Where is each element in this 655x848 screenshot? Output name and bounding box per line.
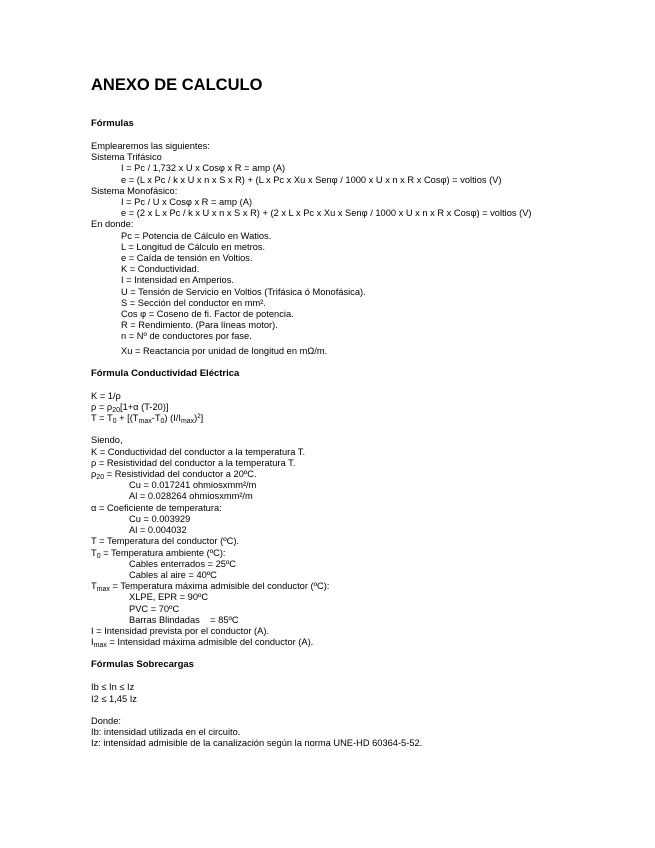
definition-item: I = Intensidad en Amperios. [121,275,234,286]
definition-item: R = Rendimiento. (Para líneas motor). [121,320,278,331]
definition-tmax: $T_{max}$ = Temperatura máxima admisible del conductor (ºC): [91,581,330,594]
value-enterrados: Cables enterrados = 25ºC [129,558,237,569]
donde-label-sobrecargas: Donde: [91,715,121,726]
tri-formula-drop: e = (L x Pc / k x U x n x S x R) + (L x Pc x Xu x Senφ / 1000 x U x n x R x Cosφ) = voltios (V) [121,174,502,185]
value-al-rho20: Al = 0.028264 ohmiosxmm²/m [129,491,253,502]
formula-k: K = 1/ρ [91,390,121,401]
section-heading-conductividad: Fórmula Conductividad Eléctrica [91,367,240,379]
formula-sobrecarga-1: Ib ≤ In ≤ Iz [91,682,135,693]
value-cu-rho20: Cu = 0.017241 ohmiosxmm²/m [129,480,257,491]
value-xlpe: XLPE, EPR = 90ºC [129,592,209,603]
definition-item: K = Conductividad. [121,264,200,275]
definition-t0: $T_0$ = Temperatura ambiente (ºC): [91,547,226,560]
donde-label: En donde: [91,219,134,230]
value-barras: Barras Blindadas = 85ºC [129,614,239,625]
section-heading-sobrecargas: Fórmulas Sobrecargas [91,659,194,671]
definition-item: Xu = Reactancia por unidad de longitud en mΩ/m. [121,345,328,356]
document-page [91,76,631,749]
mono-formula-drop: e = (2 x L x Pc / k x U x n x S x R) + (2 x L x Pc x Xu x Senφ / 1000 x U x n x R x Cosφ) = voltios (V) [121,208,532,219]
siendo-label: Siendo, [91,435,123,446]
value-pvc: PVC = 70ºC [129,603,180,614]
tri-label: Sistema Trifásico [91,152,162,163]
value-cu-alpha: Cu = 0.003929 [129,513,191,524]
definition-rho: ρ = Resistividad del conductor a la temperatura T. [91,457,296,468]
mono-label: Sistema Monofásico: [91,185,178,196]
definition-rho20: $\rho_{20}$ = Resistividad del conductor a 20ºC. [91,469,257,482]
formula-sobrecarga-2: I2 ≤ 1,45 Iz [91,693,137,704]
definition-item: n = Nº de conductores por fase. [121,331,252,342]
definition-ib: Ib: intensidad utilizada en el circuito. [91,726,241,737]
definition-item: L = Longitud de Cálculo en metros. [121,241,266,252]
mono-formula-current: I = Pc / U x Cosφ x R = amp (A) [121,197,253,208]
definition-t: T = Temperatura del conductor (ºC). [91,536,239,547]
definition-item: Cos φ = Coseno de fi. Factor de potencia. [121,309,294,320]
section-heading-formulas: Fórmulas [91,118,134,129]
definition-iz: Iz: intensidad admisible de la canalización según la norma UNE-HD 60364-5-52. [91,738,423,749]
value-al-alpha: Al = 0.004032 [129,525,187,536]
definition-item: Pc = Potencia de Cálculo en Watios. [121,230,272,241]
value-aire: Cables al aire = 40ºC [129,569,217,580]
definition-k: K = Conductividad del conductor a la temperatura T. [91,446,306,457]
definition-imax: $I_{max}$ = Intensidad máxima admisible del conductor (A). [91,637,314,650]
formula-t: $T = T_0 + [(T_{max}-T_0)$ $(I/I_{max})^2$] [91,413,204,426]
definition-item: U = Tensión de Servicio en Voltios (Trifásica ó Monofásica). [121,286,366,297]
tri-formula-current: I = Pc / 1,732 x U x Cosφ x R = amp (A) [121,163,286,174]
definition-item: S = Sección del conductor en mm². [121,297,266,308]
formulas-intro: Emplearemos las siguientes: [91,141,210,151]
definition-item: e = Caída de tensión en Voltios. [121,253,253,264]
formula-rho: $\rho = \rho_{20}[1+\alpha$ (T-20)] [91,402,169,415]
page-title: ANEXO DE CALCULO [91,76,263,94]
definition-i: I = Intensidad prevista por el conductor (A). [91,625,270,636]
definition-alpha: α = Coeficiente de temperatura: [91,502,222,513]
